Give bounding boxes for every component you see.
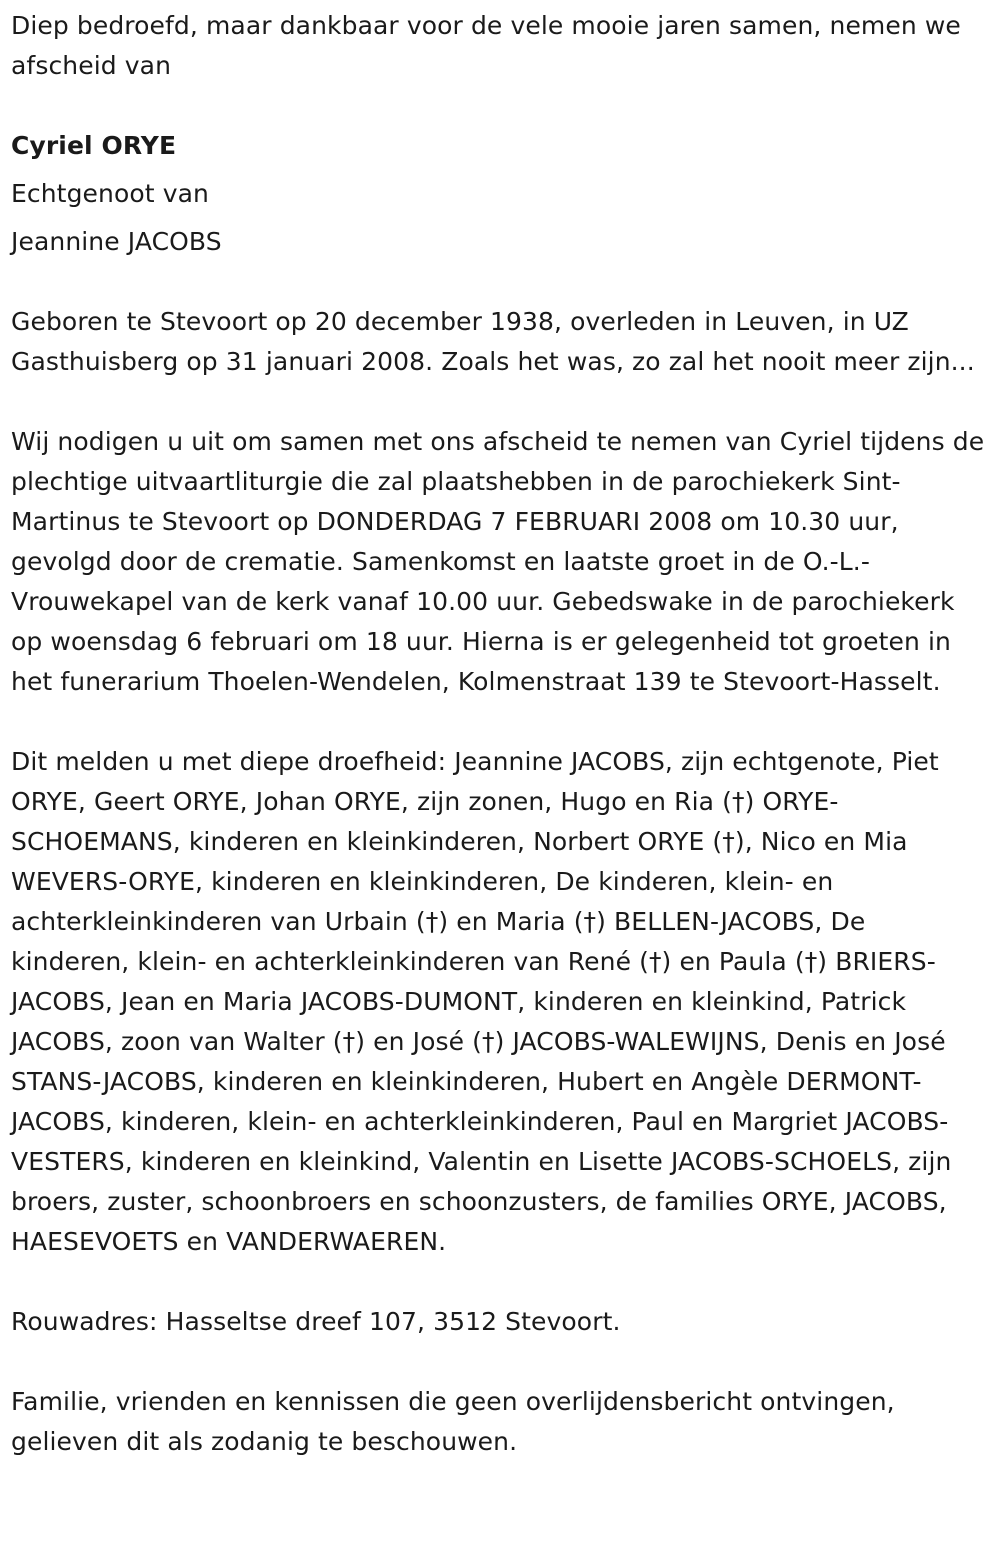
spacer <box>11 1342 990 1382</box>
spacer <box>11 1262 990 1302</box>
family-text: Dit melden u met diepe droefheid: Jeannine JACOBS, zijn echtgenote, Piet ORYE, Geert ORYE, Johan ORYE, zijn zonen, Hugo en Ria (†) ORYE-SCHOEMANS, kinderen en kleinkinderen, Norbert ORYE (†), Nico en Mia WEVERS-ORYE, kinderen en kleinkinderen, De kinderen, klein- en achterkleinkinderen van Urbain (†) en Maria (†) BELLEN-JACOBS, De kinderen, klein- en achterkleinkinderen van René (†) en Paula (†) BRIERS-JACOBS, Jean en Maria JACOBS-DUMONT, kinderen en kleinkind, Patrick JACOBS, zoon van Walter (†) en José (†) JACOBS-WALEWIJNS, Denis en José STANS-JACOBS, kinderen en kleinkinderen, Hubert en Angèle DERMONT-JACOBS, kinderen, klein- en achterkleinkinderen, Paul en Margriet JACOBS-VESTERS, kinderen en kleinkind, Valentin en Lisette JACOBS-SCHOELS, zijn broers, zuster, schoonbroers en schoonzusters, de families ORYE, JACOBS, HAESEVOETS en VANDERWAEREN. <box>11 747 952 1256</box>
closing-text: Familie, vrienden en kennissen die geen overlijdensbericht ontvingen, gelieven dit als zodanig te beschouwen. <box>11 1387 895 1456</box>
mourning-address: Rouwadres: Hasseltse dreef 107, 3512 Stevoort. <box>11 1307 621 1336</box>
relation-label: Echtgenoot van <box>11 179 209 208</box>
spacer <box>11 262 990 302</box>
spacer <box>11 702 990 742</box>
invitation-text: Wij nodigen u uit om samen met ons afscheid te nemen van Cyriel tijdens de plechtige uitvaartliturgie die zal plaatshebben in de parochiekerk Sint-Martinus te Stevoort op DONDERDAG 7 FEBRUARI 2008 om 10.30 uur, gevolgd door de crematie. Samenkomst en laatste groet in de O.-L.-Vrouwekapel van de kerk vanaf 10.00 uur. Gebedswake in de parochiekerk op woensdag 6 februari om 18 uur. Hierna is er gelegenheid tot groeten in het funerarium Thoelen-Wendelen, Kolmenstraat 139 te Stevoort-Hasselt. <box>11 427 985 696</box>
spouse-name: Jeannine JACOBS <box>11 227 222 256</box>
spacer <box>11 382 990 422</box>
spacer <box>11 86 990 126</box>
birth-death-text: Geboren te Stevoort op 20 december 1938, overleden in Leuven, in UZ Gasthuisberg op 31 januari 2008. Zoals het was, zo zal het nooit meer zijn... <box>11 307 975 376</box>
intro-text: Diep bedroefd, maar dankbaar voor de vele mooie jaren samen, nemen we afscheid van <box>11 11 961 80</box>
deceased-name: Cyriel ORYE <box>11 131 177 160</box>
